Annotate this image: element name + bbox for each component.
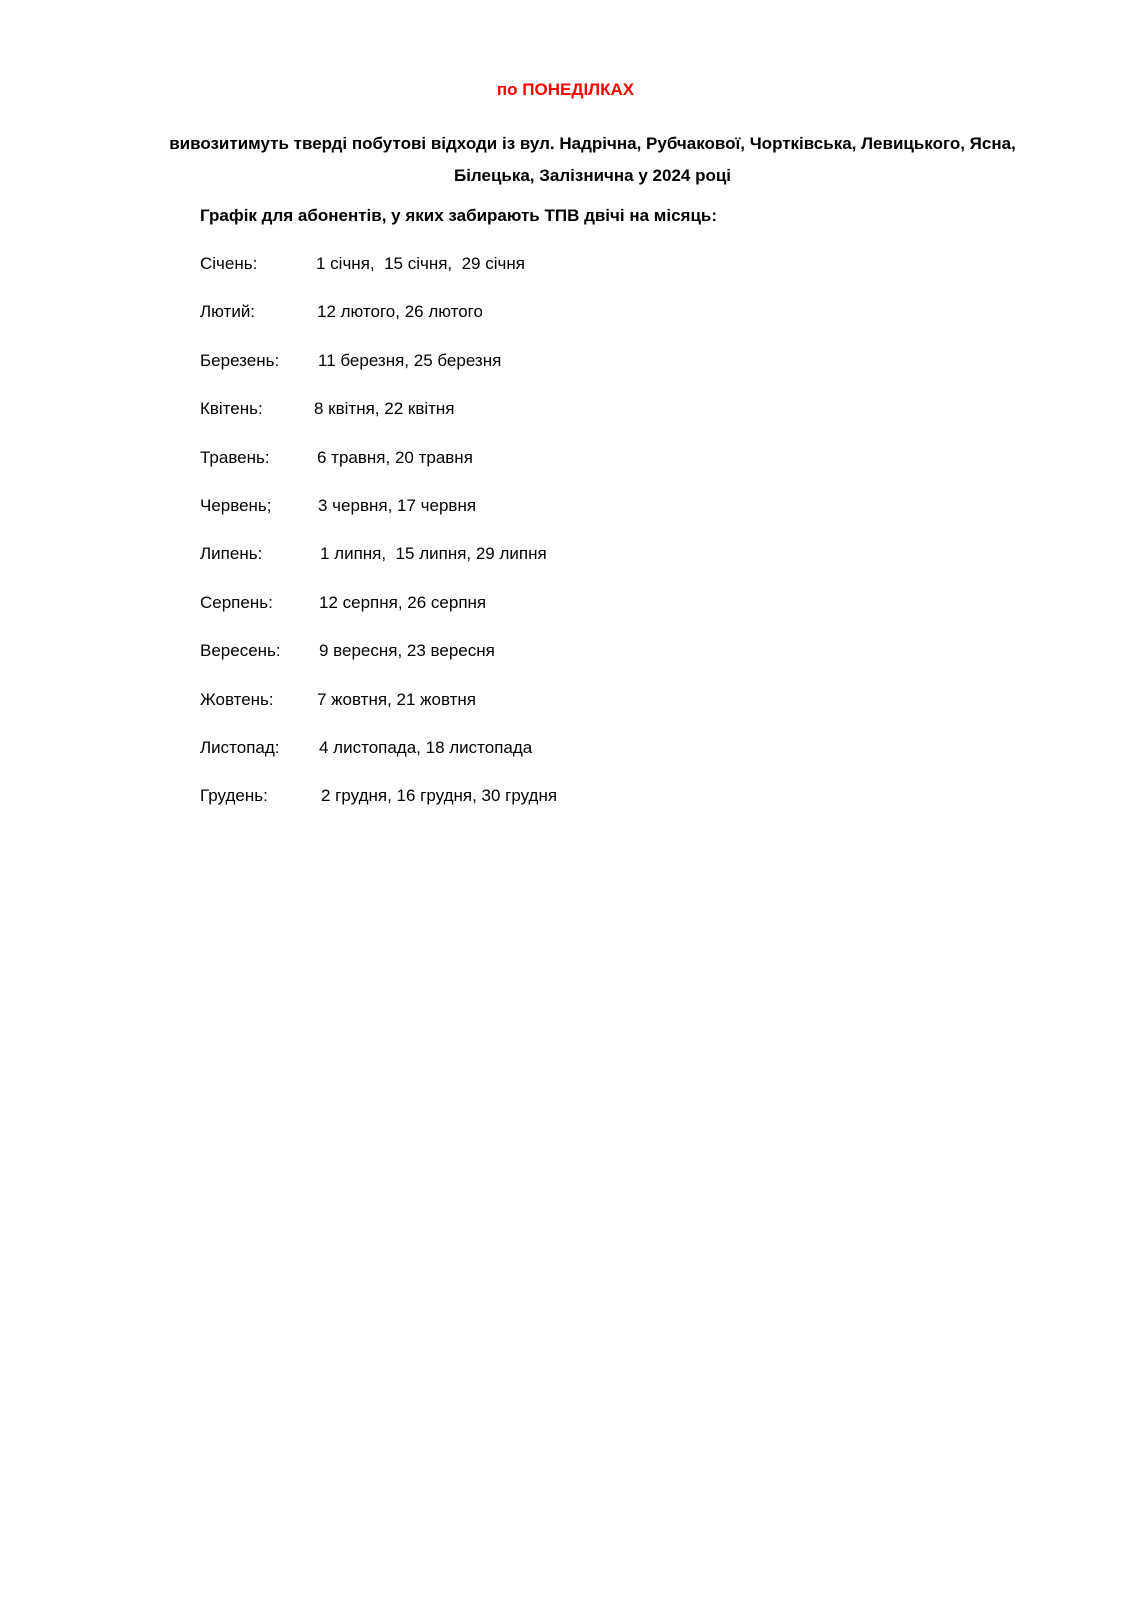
document-heading: по ПОНЕДІЛКАХ [496, 80, 635, 99]
schedule-month: Квітень: [200, 399, 263, 419]
schedule-row [200, 641, 900, 689]
schedule-row [200, 496, 900, 544]
schedule-month: Вересень: [200, 641, 281, 661]
schedule-dates: 1 січня, 15 січня, 29 січня [316, 254, 525, 273]
schedule-month: Травень: [200, 447, 270, 467]
schedule-dates: 12 лютого, 26 лютого [317, 302, 483, 322]
schedule-month: Липень: [200, 544, 263, 564]
schedule-dates: 3 червня, 17 червня [318, 495, 477, 515]
schedule-row [200, 544, 900, 592]
schedule-dates: 2 грудня, 16 грудня, 30 грудня [321, 786, 558, 806]
schedule-row [200, 254, 900, 302]
schedule-dates: 9 вересня, 23 вересня [319, 641, 495, 661]
schedule-month: Листопад: [200, 737, 280, 757]
schedule-month: Березень: [200, 350, 280, 370]
schedule-row [200, 690, 900, 738]
schedule-row [200, 593, 900, 641]
schedule-dates: 11 березня, 25 березня [318, 350, 502, 370]
schedule-list [200, 254, 900, 835]
schedule-title: Графік для абонентів, у яких забирають ТПВ двічі на місяць: [200, 206, 718, 225]
schedule-month: Грудень: [200, 786, 268, 806]
schedule-dates: 12 серпня, 26 серпня [319, 592, 487, 612]
schedule-month: Жовтень: [200, 689, 274, 709]
schedule-row [200, 351, 900, 399]
schedule-row [200, 399, 900, 447]
schedule-dates: 4 листопада, 18 листопада [319, 737, 533, 757]
schedule-row [200, 448, 900, 496]
schedule-dates: 8 квітня, 22 квітня [314, 399, 455, 419]
schedule-row [200, 786, 900, 834]
schedule-row [200, 738, 900, 786]
schedule-dates: 6 травня, 20 травня [317, 447, 473, 467]
schedule-month: Січень: [200, 254, 258, 273]
document-subtitle: вивозитимуть тверді побутові відходи із вул. Надрічна, Рубчакової, Чортківська, Левицького, Ясна, Білецька, Залізнична у 2024 році [169, 134, 1016, 185]
schedule-month: Серпень: [200, 592, 273, 612]
schedule-month: Червень; [200, 495, 272, 515]
schedule-month: Лютий: [200, 302, 256, 322]
schedule-dates: 7 жовтня, 21 жовтня [317, 689, 476, 709]
schedule-dates: 1 липня, 15 липня, 29 липня [320, 544, 547, 564]
schedule-row [200, 302, 900, 350]
